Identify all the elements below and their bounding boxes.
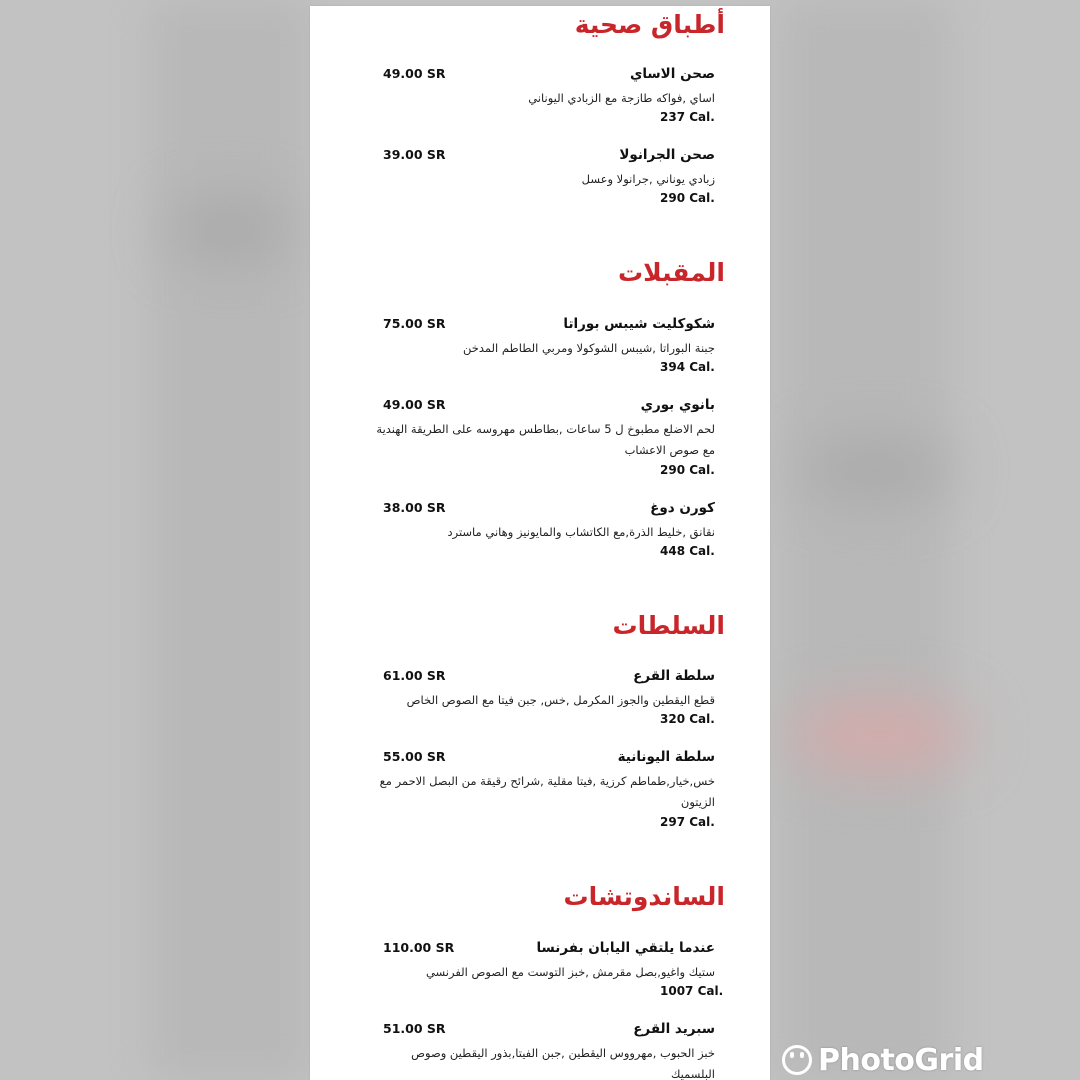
item-price: 49.00 SR bbox=[383, 397, 446, 412]
item-price: 55.00 SR bbox=[383, 749, 446, 764]
section-title: السلطات bbox=[612, 611, 725, 640]
section-title: المقبلات bbox=[617, 258, 725, 287]
background-blur bbox=[800, 440, 950, 500]
item-calories: 1007 Cal. bbox=[660, 984, 724, 998]
section-title: الساندوتشات bbox=[563, 882, 725, 911]
item-price: 75.00 SR bbox=[383, 316, 446, 331]
item-name: سلطة القرع bbox=[633, 668, 715, 684]
item-calories: 297 Cal. bbox=[660, 815, 715, 829]
item-description: نقانق ,خليط الذرة,مع الكاتشاب والمايونيز وهاني ماسترد bbox=[447, 525, 715, 539]
item-price: 49.00 SR bbox=[383, 66, 446, 81]
item-name: بانوي بوري bbox=[640, 397, 715, 413]
item-price: 110.00 SR bbox=[383, 940, 455, 955]
item-name: شكوكليت شيبس بوراتا bbox=[563, 316, 715, 332]
item-description: خبز الحبوب ,مهرووس اليقطين ,جبن الفيتا,بذور اليقطين وصوص البلسميك bbox=[411, 1046, 715, 1080]
item-description: ستيك واغيو,بصل مقرمش ,خبز التوست مع الصوص الفرنسي bbox=[425, 965, 715, 979]
menu-page bbox=[310, 6, 770, 1080]
background-blur bbox=[170, 200, 290, 260]
item-price: 51.00 SR bbox=[383, 1021, 446, 1036]
item-name: سبريد القرع bbox=[633, 1021, 715, 1037]
item-name: صحن الجرانولا bbox=[619, 147, 715, 163]
item-description: لحم الاضلع مطبوخ ل 5 ساعات ,بطاطس مهروسه على الطريقة الهندية مع صوص الاعشاب bbox=[376, 422, 715, 457]
item-name: كورن دوغ bbox=[650, 500, 715, 516]
item-description: زبادي يوناني ,جرانولا وعسل bbox=[581, 172, 715, 186]
item-name: عندما يلتقي اليابان بفرنسا bbox=[536, 940, 715, 956]
item-description: اساي ,فواكه طازجة مع الزبادي اليوناني bbox=[528, 91, 715, 105]
item-price: 61.00 SR bbox=[383, 668, 446, 683]
item-name: صحن الاساي bbox=[629, 66, 715, 82]
item-calories: 237 Cal. bbox=[660, 110, 715, 124]
item-price: 39.00 SR bbox=[383, 147, 446, 162]
background-blur bbox=[780, 0, 950, 1080]
item-calories: 394 Cal. bbox=[660, 360, 715, 374]
background-blur bbox=[150, 0, 310, 1080]
item-price: 38.00 SR bbox=[383, 500, 446, 515]
item-description: جبنة البوراتا ,شيبس الشوكولا ومربي الطاطم المدخن bbox=[462, 341, 715, 355]
item-calories: 320 Cal. bbox=[660, 712, 715, 726]
photogrid-logo-icon bbox=[782, 1045, 812, 1075]
item-name: سلطة اليونانية bbox=[617, 749, 715, 765]
photogrid-watermark bbox=[782, 1040, 984, 1080]
watermark-text: PhotoGrid bbox=[818, 1042, 984, 1078]
item-calories: 448 Cal. bbox=[660, 544, 715, 558]
section-title: أطباق صحية bbox=[574, 10, 725, 39]
item-calories: 290 Cal. bbox=[660, 463, 715, 477]
item-description: خس,خيار,طماطم كرزية ,فيتا مقلية ,شرائح رقيقة من البصل الاحمر مع الزيتون bbox=[379, 774, 715, 809]
background-blur bbox=[790, 700, 970, 770]
item-description: قطع اليقطين والجوز المكرمل ,خس, جبن فيتا مع الصوص الخاص bbox=[406, 693, 715, 707]
item-calories: 290 Cal. bbox=[660, 191, 715, 205]
